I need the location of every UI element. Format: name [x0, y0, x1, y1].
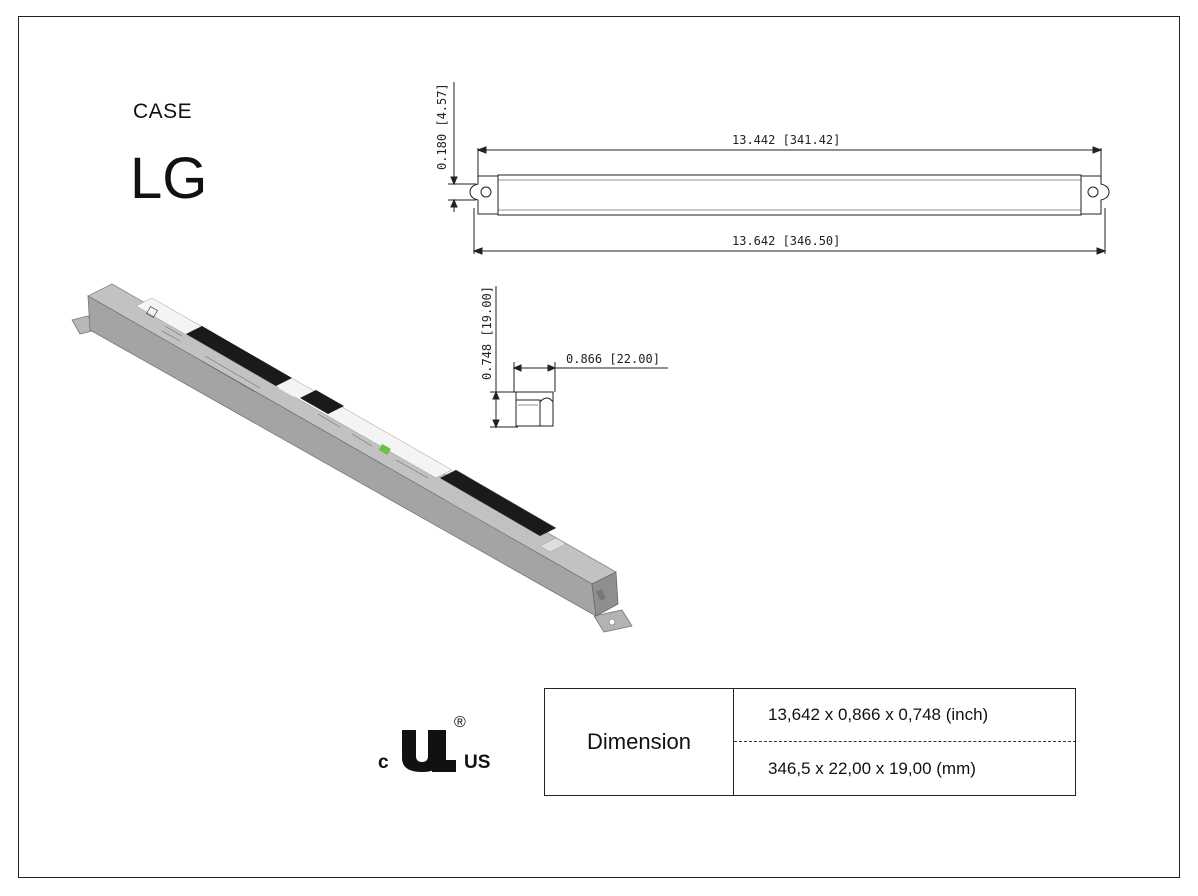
- width-dimension: 0.866 [22.00]: [566, 352, 660, 366]
- body-length-dimension: 13.442 [341.42]: [732, 133, 841, 147]
- cert-us-mark: US: [464, 752, 491, 773]
- height-dimension: 0.748 [19.00]: [480, 286, 494, 380]
- registered-mark: ®: [454, 714, 466, 731]
- top-view: [448, 82, 1109, 254]
- overall-length-dimension: 13.642 [346.50]: [732, 234, 841, 248]
- dimensions-table: [544, 688, 1076, 796]
- ul-certification-mark: [378, 716, 496, 776]
- cert-c-mark: c: [378, 752, 389, 773]
- driver-case-illustration: [72, 284, 632, 632]
- dimension-mm-value: 346,5 x 22,00 x 19,00 (mm): [768, 758, 976, 778]
- dimension-inch-value: 13,642 x 0,866 x 0,748 (inch): [734, 689, 1076, 742]
- case-label: CASE: [133, 100, 193, 123]
- thickness-dimension: 0.180 [4.57]: [435, 83, 449, 170]
- dimension-label: Dimension: [545, 689, 734, 795]
- case-code: LG: [130, 146, 208, 211]
- ul-logo-icon: [396, 726, 458, 776]
